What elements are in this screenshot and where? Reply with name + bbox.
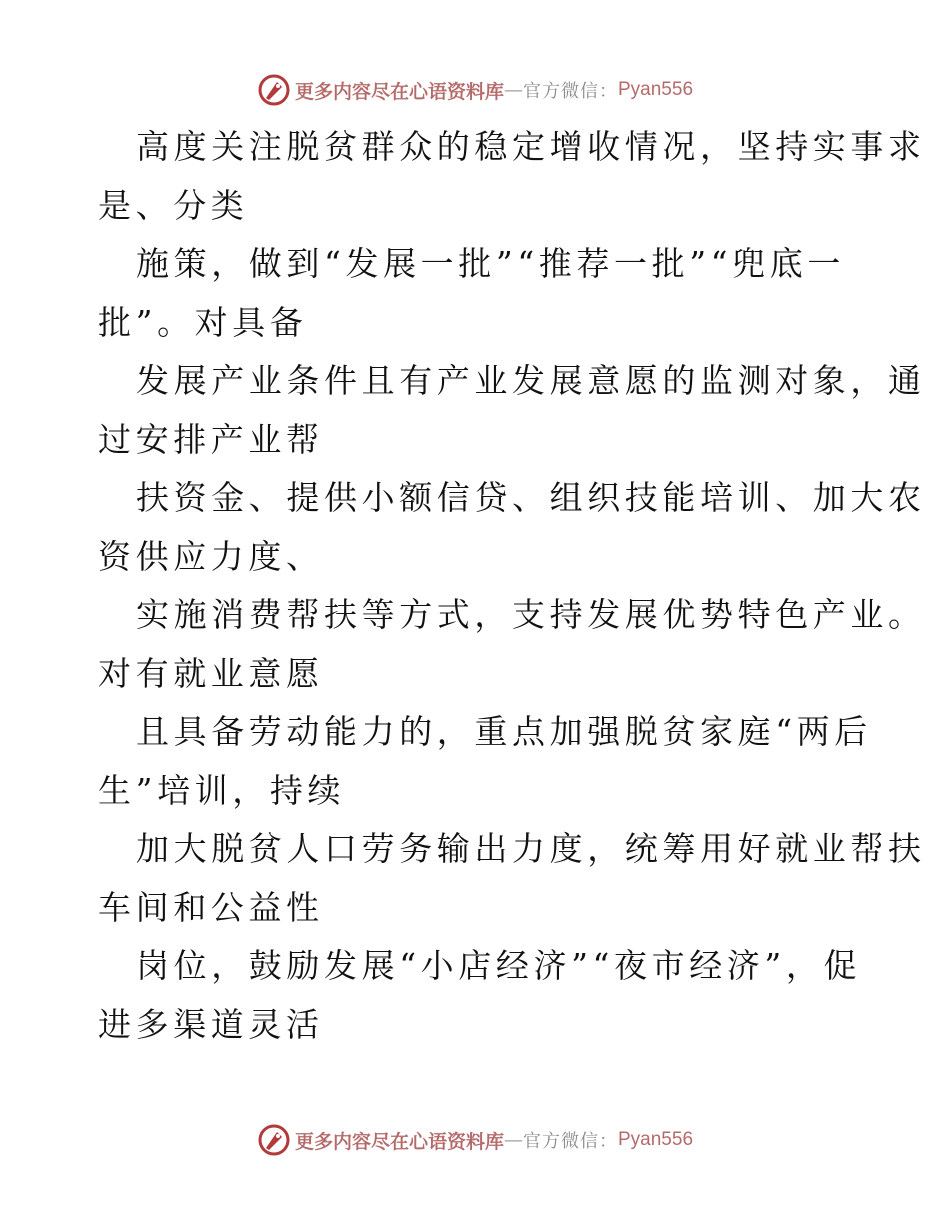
- text-line: 发展产业条件且有产业发展意愿的监测对象，通: [136, 361, 926, 400]
- text-line: 且具备劳动能力的，重点加强脱贫家庭“两后: [136, 712, 872, 751]
- text-line: 过安排产业帮: [98, 419, 324, 459]
- footer-wechat-label: 官方微信：: [523, 1131, 618, 1152]
- pen-nib-circle-icon: [257, 1123, 291, 1157]
- header-brand-text: 更多内容尽在心语资料库: [294, 80, 504, 103]
- text-line: 批”。对具备: [98, 302, 308, 342]
- footer-brand-text: 更多内容尽在心语资料库: [294, 1130, 504, 1153]
- text-line: 高度关注脱贫群众的稳定增收情况，坚持实事求: [136, 127, 926, 166]
- footer-banner: [0, 1118, 950, 1162]
- text-line: 扶资金、提供小额信贷、组织技能培训、加大农: [136, 478, 926, 517]
- pen-nib-circle-icon: [257, 73, 291, 107]
- text-line: 实施消费帮扶等方式，支持发展优势特色产业。: [136, 595, 926, 634]
- header-wechat-label: 官方微信：: [523, 81, 618, 102]
- text-line: 车间和公益性: [98, 887, 324, 927]
- header-separator: —: [504, 79, 523, 101]
- header-wechat-id: Pyan556: [618, 79, 694, 100]
- document-body: [98, 118, 926, 1054]
- footer-separator: —: [504, 1129, 523, 1151]
- text-line: 资供应力度、: [98, 536, 324, 576]
- footer-wechat-id: Pyan556: [618, 1129, 694, 1150]
- text-line: 岗位，鼓励发展“小店经济”“夜市经济”，促: [136, 946, 862, 985]
- text-line: 加大脱贫人口劳务输出力度，统筹用好就业帮扶: [136, 829, 926, 868]
- text-line: 对有就业意愿: [98, 653, 324, 693]
- header-banner: [0, 68, 950, 112]
- text-line: 是、分类: [98, 185, 249, 225]
- text-line: 进多渠道灵活: [98, 1004, 324, 1044]
- text-line: 生”培训，持续: [98, 770, 346, 810]
- text-line: 施策，做到“发展一批”“推荐一批”“兜底一: [136, 244, 845, 283]
